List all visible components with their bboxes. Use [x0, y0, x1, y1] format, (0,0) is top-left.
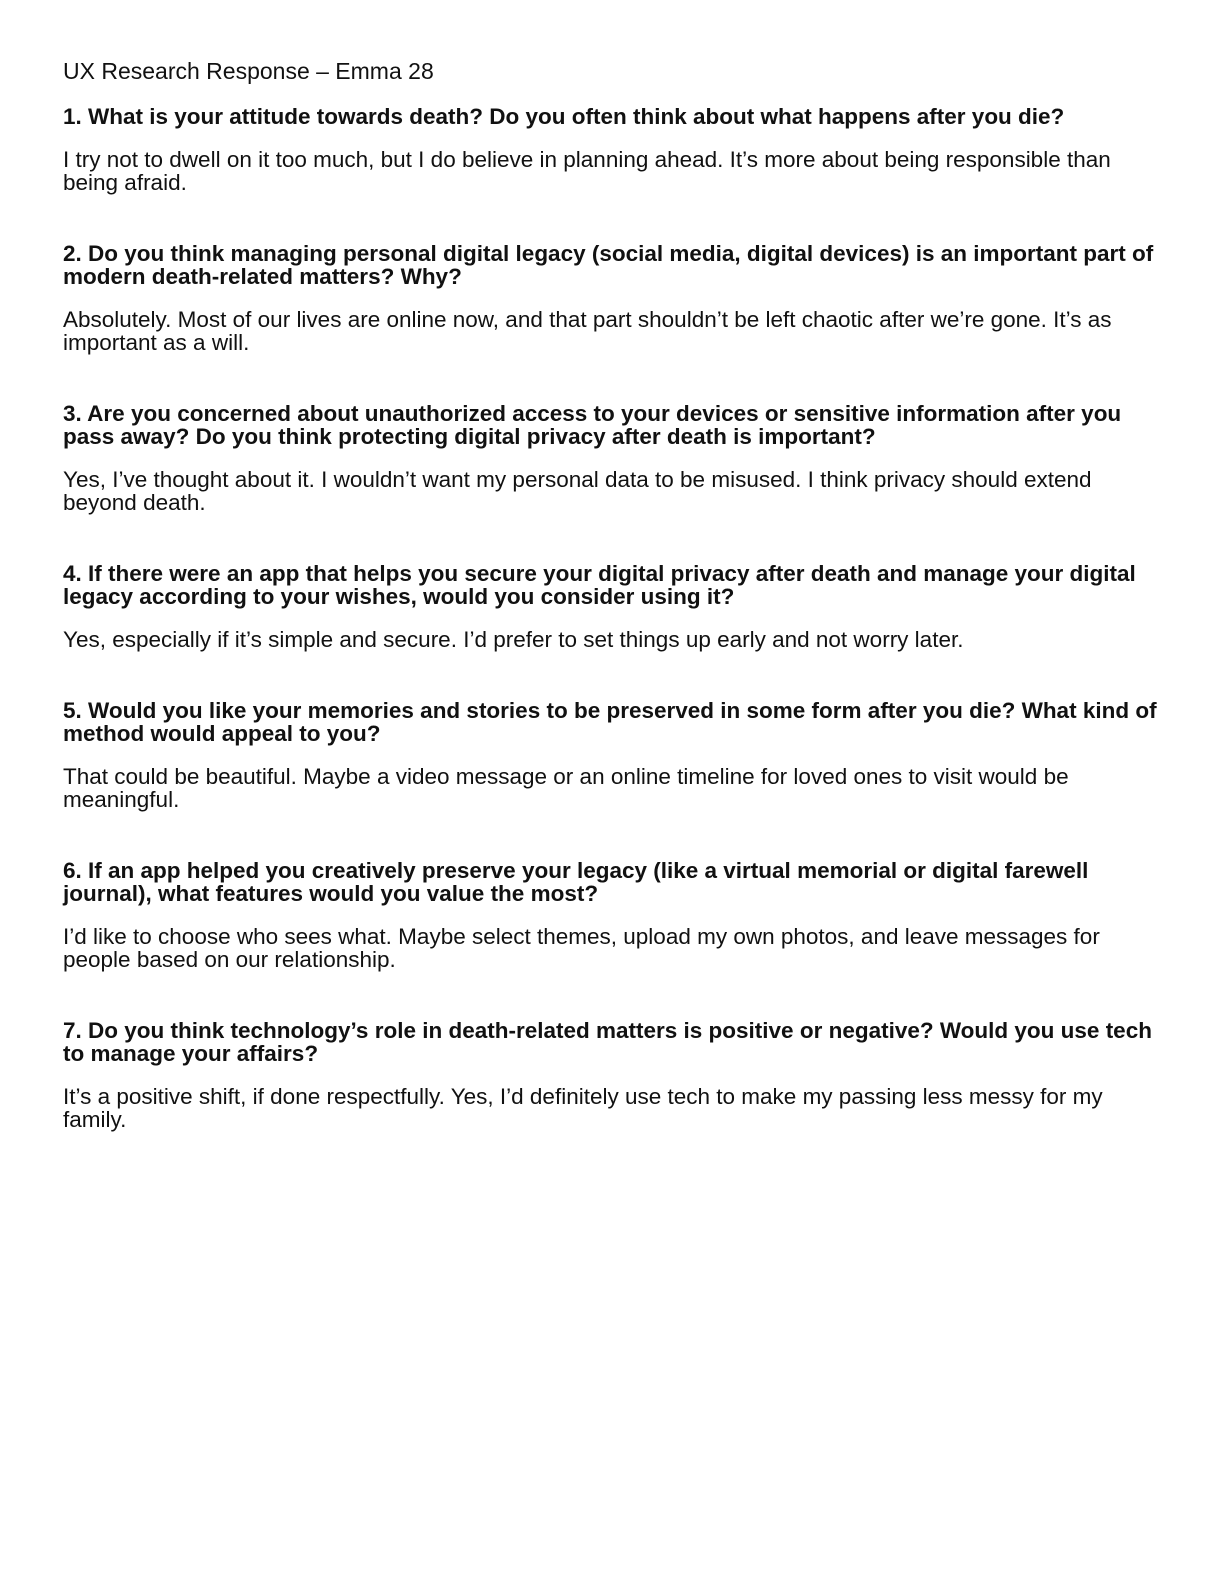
qa-item-6 [63, 859, 1163, 971]
question-2: 2. Do you think managing personal digital legacy (social media, digital devices) is an important part of modern death-related matters? Why? [63, 241, 1154, 289]
document-title: UX Research Response – Emma 28 [63, 58, 434, 84]
question-7: 7. Do you think technology’s role in death-related matters is positive or negative? Would you use tech to manage your affairs? [63, 1018, 1152, 1066]
question-5: 5. Would you like your memories and stories to be preserved in some form after you die? What kind of method would appeal to you? [63, 698, 1157, 746]
answer-4: Yes, especially if it’s simple and secure. I’d prefer to set things up early and not worry later. [63, 627, 964, 652]
qa-item-1 [63, 105, 1163, 194]
answer-2: Absolutely. Most of our lives are online now, and that part shouldn’t be left chaotic after we’re gone. It’s as important as a will. [63, 307, 1112, 355]
answer-7: It’s a positive shift, if done respectfully. Yes, I’d definitely use tech to make my passing less messy for my family. [63, 1084, 1103, 1132]
answer-5: That could be beautiful. Maybe a video message or an online timeline for loved ones to visit would be meaningful. [63, 764, 1069, 812]
answer-6: I’d like to choose who sees what. Maybe select themes, upload my own photos, and leave messages for people based on our relationship. [63, 924, 1100, 972]
question-4: 4. If there were an app that helps you secure your digital privacy after death and manage your digital legacy according to your wishes, would you consider using it? [63, 561, 1136, 609]
qa-item-4 [63, 562, 1163, 651]
question-6: 6. If an app helped you creatively preserve your legacy (like a virtual memorial or digital farewell journal), what features would you value the most? [63, 858, 1089, 906]
qa-item-3 [63, 402, 1163, 514]
qa-item-5 [63, 699, 1163, 811]
question-3: 3. Are you concerned about unauthorized access to your devices or sensitive information after you pass away? Do you think protecting digital privacy after death is important? [63, 401, 1122, 449]
answer-1: I try not to dwell on it too much, but I do believe in planning ahead. It’s more about being responsible than being afraid. [63, 147, 1111, 195]
question-1: 1. What is your attitude towards death? Do you often think about what happens after you die? [63, 104, 1065, 129]
document-page [63, 57, 1163, 1179]
qa-item-2 [63, 242, 1163, 354]
qa-item-7 [63, 1019, 1163, 1131]
answer-3: Yes, I’ve thought about it. I wouldn’t want my personal data to be misused. I think privacy should extend beyond death. [63, 467, 1092, 515]
